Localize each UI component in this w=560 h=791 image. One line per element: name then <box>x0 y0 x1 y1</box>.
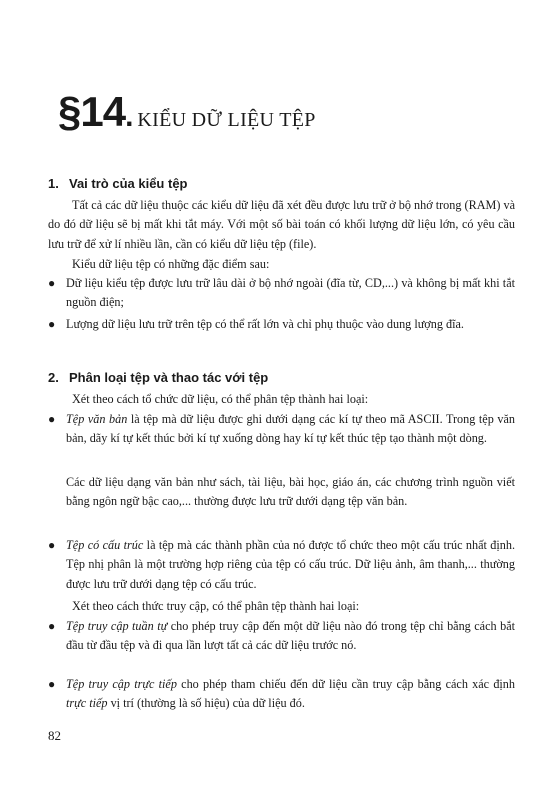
list-item-text: cho phép tham chiếu đến dữ liệu cần truy cập bằng cách xác định <box>176 677 515 691</box>
term-text-file: Tệp văn bản <box>66 412 128 426</box>
term-structured-file: Tệp có cấu trúc <box>66 538 144 552</box>
term-sequential-access: Tệp truy cập tuần tự <box>66 619 168 633</box>
bullet-icon: ● <box>48 276 56 290</box>
section-title: Vai trò của kiểu tệp <box>69 176 188 191</box>
page-number: 82 <box>48 728 61 743</box>
list-item-text: Lượng dữ liệu lưu trữ trên tệp có thể rất lớn và chỉ phụ thuộc vào dung lượng đĩa. <box>66 317 464 331</box>
list-item-text: là tệp mà dữ liệu được ghi dưới dạng các kí tự theo mã ASCII. Trong tệp văn bản, dãy kí tự kết thúc bởi kí tự xuống dòng hay kí tự kết thúc tệp tạo thành một dòng. <box>66 412 515 446</box>
list-item-text: Dữ liệu kiểu tệp được lưu trữ lâu dài ở bộ nhớ ngoài (đĩa từ, CD,...) và không bị mất khi tắt nguồn điện; <box>66 276 515 310</box>
bullet-icon: ● <box>48 677 56 691</box>
section-1-paragraph-2: Kiểu dữ liệu tệp có những đặc điểm sau: <box>72 257 270 271</box>
section-2-paragraph-1: Xét theo cách tổ chức dữ liệu, có thể phân tệp thành hai loại: <box>72 392 369 406</box>
list-item-text: vị trí (thường là số hiệu) của dữ liệu đó. <box>107 696 305 711</box>
bullet-icon: ● <box>48 317 56 331</box>
section-title: Phân loại tệp và thao tác với tệp <box>69 370 269 385</box>
emphasis-direct: trực tiếp <box>66 696 108 711</box>
list-item-text: cho phép truy cập đến một dữ liệu nào đó trong tệp chỉ bằng cách bắt đầu từ đầu tệp và đi qua lần lượt tất cả các dữ liệu trước nó. <box>66 619 515 653</box>
bullet-icon: ● <box>48 412 56 426</box>
bullet-icon: ● <box>48 619 56 633</box>
bullet-icon: ● <box>48 538 56 552</box>
list-item-continuation: Các dữ liệu dạng văn bản như sách, tài liệu, bài học, giáo án, các chương trình nguồn viết bằng ngôn ngữ bậc cao,... thường được lưu trữ dưới dạng tệp văn bản. <box>66 475 515 509</box>
section-2-paragraph-2: Xét theo cách thức truy cập, có thể phân tệp thành hai loại: <box>72 599 360 613</box>
list-item <box>48 675 515 714</box>
chapter-number: §14 <box>58 88 126 135</box>
list-item-text: là tệp mà các thành phần của nó được tổ chức theo một cấu trúc nhất định. Tệp nhị phân là một trường hợp riêng của tệp có cấu trúc. Dữ liệu ảnh, âm thanh,... thường được lưu trữ dưới dạng tệp có cấu trúc. <box>66 538 515 591</box>
section-1-heading <box>48 176 188 191</box>
chapter-heading <box>58 88 316 136</box>
list-item <box>48 617 515 656</box>
section-number: 1. <box>48 176 59 191</box>
list-item <box>48 410 515 449</box>
section-2-heading <box>48 370 268 385</box>
list-item <box>48 536 515 594</box>
list-item <box>48 315 515 334</box>
chapter-dot: . <box>125 100 134 133</box>
chapter-title: KIỂU DỮ LIỆU TỆP <box>137 109 316 131</box>
list-item <box>48 274 515 313</box>
term-direct-access: Tệp truy cập trực tiếp <box>66 677 177 691</box>
section-1-paragraph-1: Tất cả các dữ liệu thuộc các kiểu dữ liệu đã xét đều được lưu trữ ở bộ nhớ trong (RAM) và do đó dữ liệu sẽ bị mất khi tắt máy. Với một số bài toán có khối lượng dữ liệu lớn, có yêu cầu lưu trữ để xử lí nhiều lần, cần có kiểu dữ liệu tệp (file). <box>48 198 515 251</box>
section-number: 2. <box>48 370 59 385</box>
